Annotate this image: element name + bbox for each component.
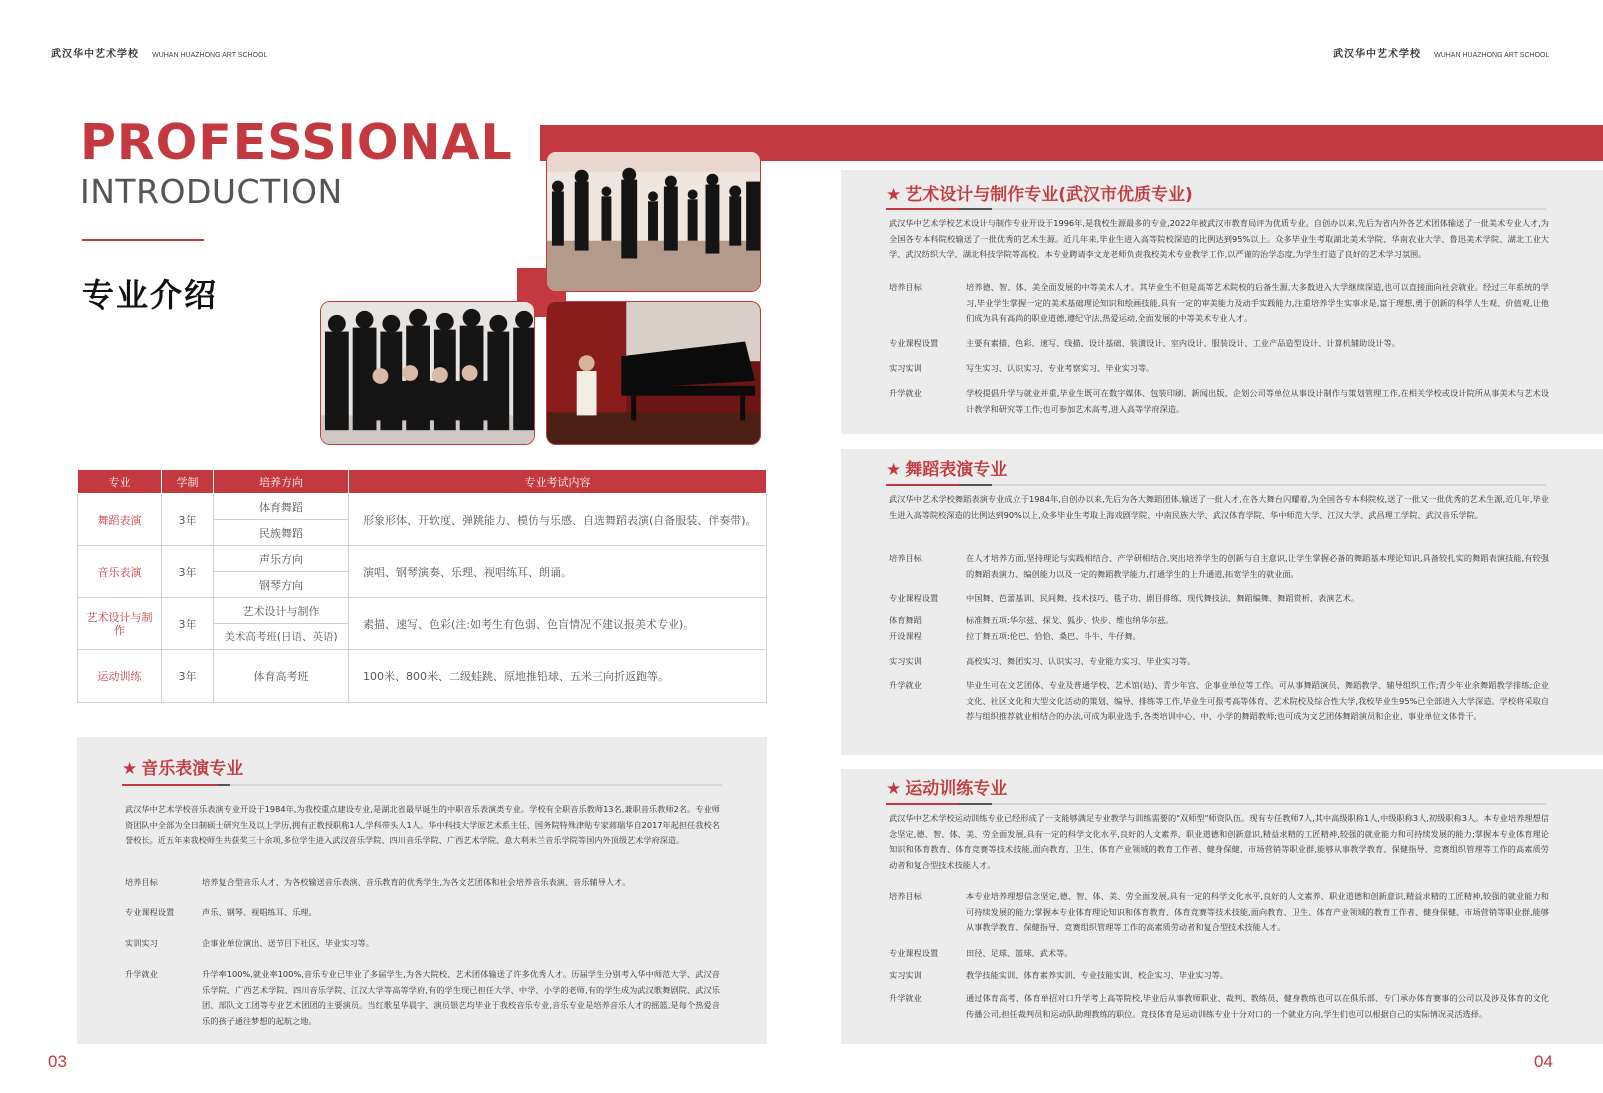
item-label: 专业课程设置	[125, 907, 175, 917]
item-text: 高校实习、舞团实习、认识实习、专业能力实习、毕业实习等。	[966, 656, 1196, 666]
sports-section	[841, 769, 1603, 1044]
col-direction: 培养方向	[214, 470, 349, 494]
item-text: 通过体育高考、体育单招对口升学考上高等院校,毕业后从事教师职业、裁判、教练员、健身教练也可以在俱乐部、专门承办体育赛事的公司以及涉及体育的文化传播公司,担任裁判员和运动队助理教练的职位。竞技体育是运动训练专业十分对口的一个就业方向,学生们也可以根据自己的实际情况灵活选择。	[966, 993, 1549, 1019]
item-text: 声乐、钢琴、视唱练耳、乐理。	[202, 907, 317, 917]
direction-cell: 民族舞蹈	[214, 520, 349, 546]
item-label: 实习实训	[889, 970, 922, 980]
section-intro: 武汉华中艺术学校舞蹈表演专业成立于1984年,自创办以来,先后为各大舞蹈团体,输送了一批人才,在各大舞台闪耀着,为全国各专本科院校,送了一批又一批优秀的艺术生源,近几年,毕业生进入高等院校深造的比例达到90%以上,众多毕业生考取上海戏剧学院、中南民族大学、武汉体育学院、华中师范大学、江汉大学、武昌理工学院、武汉音乐学院。	[889, 494, 1549, 520]
major-cell	[78, 598, 162, 650]
direction-cell: 艺术设计与制作	[214, 598, 349, 624]
item-label: 实习实训	[889, 363, 922, 373]
item-text: 在人才培养方面,坚持理论与实践相结合、产学研相结合,突出培养学生的创新与自主意识,让学生掌握必备的舞蹈基本理论知识,具备较扎实的舞蹈表演技能,有较强的舞蹈表演力、编创能力以及一定的舞蹈教学能力,打通学生的上升通道,拓宽学生的就业面。	[966, 553, 1549, 579]
item-text: 毕业生可在文艺团体、专业及普通学校、艺术馆(站)、青少年宫、企事业单位等工作。可从事舞蹈演员、舞蹈教学、辅导组织工作;青少年业余舞蹈教学排练;企业文化、社区文化和大型文化活动的策划、编导、排练等工作,毕业生可报考高等体育、艺术院校及综合性大学,我校毕业生95%已全部进入大学深造。学校将采取自荐与组织推荐就业相结合的办法,可成为职业选手,各类培训中心、中、小学的舞蹈教师;也可成为文艺团体舞蹈演员和企业、事业单位文体骨干。	[966, 680, 1549, 721]
section-title	[886, 774, 1007, 799]
col-major: 专业	[78, 470, 162, 494]
item-text: 拉丁舞五项:伦巴、恰恰、桑巴、斗牛、牛仔舞。	[966, 631, 1141, 641]
item-label: 培养目标	[125, 877, 158, 887]
direction-cell: 钢琴方向	[214, 572, 349, 598]
section-title-text: 艺术设计与制作专业(武汉市优质专业)	[905, 185, 1193, 205]
title-introduction: INTRODUCTION	[80, 172, 343, 211]
star-icon: ★	[886, 185, 902, 205]
major-cell-text: 艺术设计与制作	[86, 610, 153, 637]
art-section	[841, 170, 1603, 434]
item-label: 升学就业	[889, 680, 922, 690]
item-label: 专业课程设置	[889, 338, 939, 348]
section-intro: 武汉华中艺术学校艺术设计与制作专业开设于1996年,是我校生源最多的专业,2022年被武汉市教育局评为优质专业。自创办以来,先后为省内外各艺术团体输送了一批美术专业人才,为全国各专本科院校输送了一批优秀的艺术生源。近几年来,毕业生进入高等院校深造的比例达到95%以上。众多毕业生考取湖北美术学院、华南农业大学、鲁迅美术学院、湖北工业大学、武汉纺织大学、湖北科技学院等高校。本专业聘请李文龙老师负责我校美术专业教学工作,以严谨的治学态度,为学生打造了良好的艺术学习氛围。	[889, 218, 1549, 259]
item-text: 本专业培养理想信念坚定,德、智、体、美、劳全面发展,具有一定的科学文化水平,良好的人文素养、职业道德和创新意识,精益求精的工匠精神,较强的就业能力和可持续发展的能力;掌握本专业体育理论知识和体育教育、体育竞赛等技术技能,面向教育、卫生、体育产业领域的教育工作者、健身保健、市场营销等职业群,能够从事教学教育、保健指导、竞赛组织管理等工作的高素质劳动者和复合型技术技能人才。	[966, 891, 1549, 932]
item-label: 实训实习	[125, 938, 158, 948]
table-row	[78, 650, 767, 703]
title-cn: 专业介绍	[82, 276, 219, 314]
star-icon: ★	[122, 759, 138, 779]
section-rule	[886, 803, 1546, 805]
item-label: 培养目标	[889, 553, 922, 563]
table-row	[78, 546, 767, 572]
major-cell: 运动训练	[78, 650, 162, 703]
section-rule	[886, 208, 1546, 210]
item-text: 升学率100%,就业率100%,音乐专业已毕业了多届学生,为各大院校、艺术团体输送了许多优秀人才。历届学生分别考入华中师范大学、武汉音乐学院、广西艺术学院、四川音乐学院、江汉大学等高等学府,有的学生现已担任大学、中学、小学的老师,有的学生成为武汉歌舞剧院、武汉乐团、部队文工团等专业艺术团团的主要演员。当红歌星华晨宇、演员银艺均毕业于我校音乐专业,音乐专业是培养音乐人才的摇篮,是每个热爱音乐的孩子通往梦想的起航之地。	[202, 969, 720, 1026]
item-label: 体育舞蹈	[889, 615, 922, 625]
length-cell: 3年	[162, 598, 214, 650]
star-icon: ★	[886, 460, 902, 480]
page-number-left: 03	[48, 1052, 67, 1071]
length-cell: 3年	[162, 546, 214, 598]
school-name-cn: 武汉华中艺术学校	[51, 49, 139, 60]
item-text: 写生实习、认识实习、专业考察实习、毕业实习等。	[966, 363, 1155, 373]
length-cell: 3年	[162, 650, 214, 703]
major-cell: 音乐表演	[78, 546, 162, 598]
item-text: 培养德、智、体、美全面发展的中等美术人才。其毕业生不但是高等艺术院校的后备生源,大多数进入大学继续深造,也可以直接面向社会就业。经过三年系统的学习,毕业学生掌握一定的美术基础理论知识和绘画技能,具有一定的审美能力及动手实践能力,注重培养学生实事求是,富于理想,勇于创新的科学人生观、价值观,让他们成为具有高尚的职业道德,遵纪守法,热爱运动,全面发展的中等美术专业人才。	[966, 282, 1549, 323]
school-name-cn: 武汉华中艺术学校	[1333, 49, 1421, 60]
item-label: 升学就业	[889, 993, 922, 1003]
title-underline	[82, 239, 204, 241]
title-professional: PROFESSIONAL	[80, 114, 513, 171]
item-label: 开设课程	[889, 631, 922, 641]
section-rule	[122, 784, 722, 786]
major-cell: 舞蹈表演	[78, 494, 162, 546]
direction-cell: 声乐方向	[214, 546, 349, 572]
header-left	[51, 42, 267, 61]
major-table	[77, 469, 767, 703]
exam-cell: 素描、速写、色彩(注:如考生有色弱、色盲情况不建议报美术专业)。	[349, 598, 767, 650]
item-label: 培养目标	[889, 891, 922, 901]
exam-cell: 演唱、钢琴演奏、乐理、视唱练耳、朗诵。	[349, 546, 767, 598]
direction-cell: 体育高考班	[214, 650, 349, 703]
col-length: 学制	[162, 470, 214, 494]
item-label: 专业课程设置	[889, 593, 939, 603]
dance-rehearsal-photo	[546, 151, 761, 292]
item-text: 标准舞五项:华尔兹、探戈、狐步、快步、维也纳华尔兹。	[966, 615, 1174, 625]
school-name-en: WUHAN HUAZHONG ART SCHOOL	[152, 52, 268, 59]
section-title	[886, 180, 1193, 205]
item-text: 培养复合型音乐人才、为各校输送音乐表演、音乐教育的优秀学生,为各文艺团体和社会培养音乐表演、音乐辅导人才。	[202, 877, 631, 887]
music-section	[77, 737, 767, 1044]
exam-cell: 100米、800米、二级蛙跳、原地推铅球、五米三向折返跑等。	[349, 650, 767, 703]
length-cell: 3年	[162, 494, 214, 546]
section-rule	[886, 484, 1546, 486]
section-title	[122, 754, 243, 779]
table-row	[78, 598, 767, 624]
item-label: 专业课程设置	[889, 948, 939, 958]
section-title-text: 运动训练专业	[905, 779, 1008, 799]
header-right	[1333, 42, 1549, 61]
school-name-en: WUHAN HUAZHONG ART SCHOOL	[1434, 52, 1550, 59]
item-label: 升学就业	[889, 388, 922, 398]
exam-cell: 形象形体、开软度、弹跳能力、模仿与乐感、自选舞蹈表演(自备服装、伴奏带)。	[349, 494, 767, 546]
section-intro: 武汉华中艺术学校音乐表演专业开设于1984年,为我校重点建设专业,是湖北省最早诞生的中职音乐表演类专业。学校有全职音乐教师13名,兼职音乐教师2名。专业师资团队中全部为全日制硕士研究生及以上学历,拥有正教授职称1人,学科带头人1人。华中科技大学原艺术系主任、国务院特殊津贴专家蒋瑞华自2017年起担任我校名誉校长。近五年来我校师生共获奖三十余项,多位学生进入武汉音乐学院、四川音乐学院、广西艺术学院、意大利米兰音乐学院等国内外顶级艺术学府深造。	[125, 804, 720, 845]
section-title-text: 舞蹈表演专业	[905, 460, 1008, 480]
item-text: 主要有素描、色彩、速写、线描、设计基础、装潢设计、室内设计、服装设计、工业产品造型设计、计算机辅助设计等。	[966, 338, 1400, 348]
table-row	[78, 494, 767, 520]
piano-performance-photo	[546, 301, 761, 445]
item-text: 田径、足球、篮球、武术等。	[966, 948, 1073, 958]
section-title	[886, 455, 1007, 480]
page-number-right: 04	[1534, 1052, 1553, 1071]
star-icon: ★	[886, 779, 902, 799]
item-label: 培养目标	[889, 282, 922, 292]
direction-cell: 美术高考班(日语、英语)	[214, 624, 349, 650]
item-label: 升学就业	[125, 969, 158, 979]
item-text: 教学技能实训、体育素养实训、专业技能实训、校企实习、毕业实习等。	[966, 970, 1229, 980]
item-text: 企事业单位演出、送节目下社区、毕业实习等。	[202, 938, 374, 948]
item-text: 学校提倡升学与就业并重,毕业生既可在数字媒体、包装印刷、新闻出版、企划公司等单位从事设计制作与策划管理工作,在相关学校或设计院所从事美术与艺术设计教学和研究等工作;也可参加艺术高考,进入高等学府深造。	[966, 388, 1549, 414]
item-text: 中国舞、芭蕾基训、民间舞、技术技巧、毯子功、剧目排练、现代舞技法、舞蹈编舞、舞蹈赏析、表演艺术。	[966, 593, 1360, 603]
section-title-text: 音乐表演专业	[141, 759, 244, 779]
direction-cell: 体育舞蹈	[214, 494, 349, 520]
dance-group-photo	[320, 301, 535, 445]
section-intro: 武汉华中艺术学校运动训练专业已经形成了一支能够满足专业教学与训练需要的"双师型"师资队伍。现有专任教师7人,其中高级职称1人,中级职称3人,初级职称3人。本专业培养理想信念坚定,德、智、体、美、劳全面发展,具有一定的科学文化水平,良好的人文素养、职业道德和创新意识,精益求精的工匠精神,较强的就业能力和可持续发展的能力;掌握本专业体育理论知识和体育教育、体育竞赛等技术技能,面向教育、卫生、体育产业领域的教育工作者、健身保健、市场营销等职业群,能够从事教学教育、保健指导、竞赛组织管理等工作的高素质劳动者和复合型技术技能人才。	[889, 813, 1549, 870]
col-exam: 专业考试内容	[349, 470, 767, 494]
item-label: 实习实训	[889, 656, 922, 666]
table-header-row	[78, 470, 767, 494]
dance-section	[841, 449, 1603, 755]
